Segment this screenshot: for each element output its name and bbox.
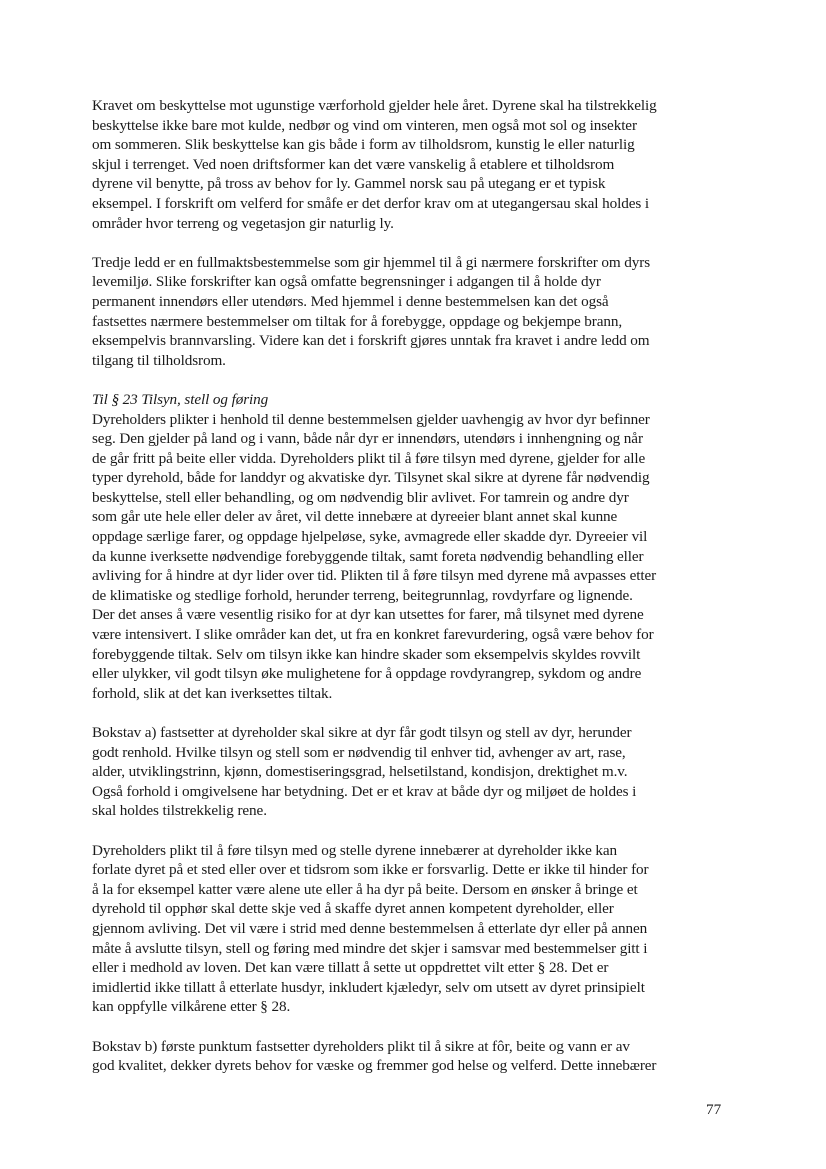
paragraph-bokstav-b xyxy=(92,1037,734,1076)
text-line: eksempelvis brannvarsling. Videre kan det i forskrift gjøres unntak fra kravet i andre ledd om xyxy=(92,332,650,350)
text-line: god kvalitet, dekker dyrets behov for væske og fremmer god helse og velferd. Dette innebærer xyxy=(92,1057,657,1075)
text-line: typer dyrehold, både for landdyr og akvatiske dyr. Tilsynet skal sikre at dyrene får nødvendig xyxy=(92,469,650,487)
text-line: seg. Den gjelder på land og i vann, både når dyr er innendørs, utendørs i innhengning og når xyxy=(92,430,643,448)
paragraph-third-section xyxy=(92,253,734,371)
text-line: å la for eksempel katter være alene ute eller å ha dyr på beite. Dersom en ønsker å bringe et xyxy=(92,880,638,898)
text-line: beskyttelse, stell eller behandling, og om nødvendig blir avlivet. For tamrein og andre dyr xyxy=(92,488,629,506)
document-page xyxy=(92,96,734,1095)
text-line: levemiljø. Slike forskrifter kan også omfatte begrensninger i adgangen til å holde dyr xyxy=(92,273,601,291)
paragraph-bokstav-a xyxy=(92,723,734,821)
text-line: eller i medhold av loven. Det kan være tillatt å sette ut oppdrettet vilt etter § 28. Det er xyxy=(92,959,609,977)
text-line: tilgang til tilholdsrom. xyxy=(92,351,226,369)
text-line: Dyreholders plikt til å føre tilsyn med og stelle dyrene innebærer at dyreholder ikke kan xyxy=(92,841,618,859)
text-line: oppdage særlige farer, og oppdage hjelpeløse, syke, avmagrede eller skadde dyr. Dyreeier vil xyxy=(92,528,648,546)
text-line: forhold, slik at det kan iverksettes tiltak. xyxy=(92,684,333,702)
text-line: forebyggende tiltak. Selv om tilsyn ikke kan hindre skader som eksempelvis skyldes rovvilt xyxy=(92,645,641,663)
paragraph-weather-protection xyxy=(92,96,734,233)
text-line: Kravet om beskyttelse mot ugunstige værforhold gjelder hele året. Dyrene skal ha tilstrekkelig xyxy=(92,97,657,114)
text-line: de går fritt på beite eller vidda. Dyreholders plikt til å føre tilsyn med dyrene, gjelder for alle xyxy=(92,449,646,467)
text-line: beskyttelse ikke bare mot kulde, nedbør og vind om vinteren, men også mot sol og insekter xyxy=(92,116,637,134)
text-line: være intensivert. I slike områder kan det, ut fra en konkret farevurdering, også være behov for xyxy=(92,626,654,644)
text-line: Bokstav b) første punktum fastsetter dyreholders plikt til å sikre at fôr, beite og vann er av xyxy=(92,1037,630,1055)
text-line: da kunne iverksette nødvendige forebyggende tiltak, samt foreta nødvendig behandling eller xyxy=(92,547,644,565)
text-line: Der det anses å være vesentlig risiko for at dyr kan utsettes for farer, må tilsynet med dyrene xyxy=(92,606,644,624)
text-line: forlate dyret på et sted eller over et tidsrom som ikke er forsvarlig. Dette er ikke til hinder for xyxy=(92,861,649,879)
text-line: eksempel. I forskrift om velferd for småfe er det derfor krav om at utegangersau skal holdes i xyxy=(92,194,649,212)
section-23 xyxy=(92,390,734,704)
text-line: fastsettes nærmere bestemmelser om tiltak for å forebygge, oppdage og bekjempe brann, xyxy=(92,312,623,330)
text-line: områder hvor terreng og vegetasjon gir naturlig ly. xyxy=(92,214,394,232)
text-line: avliving for å hindre at dyr lider over tid. Plikten til å føre tilsyn med dyrene må avpasses etter xyxy=(92,567,657,585)
text-line: Dyreholders plikter i henhold til denne bestemmelsen gjelder uavhengig av hvor dyr befinner xyxy=(92,410,650,428)
text-line: om sommeren. Slik beskyttelse kan gis både i form av tilholdsrom, kunstig le eller naturlig xyxy=(92,136,635,154)
text-line: skjul i terrenget. Ved noen driftsformer kan det være vanskelig å etablere et tilholdsrom xyxy=(92,155,615,173)
page-number: 77 xyxy=(706,1101,722,1118)
text-line: gjennom avliving. Det vil være i strid med denne bestemmelsen å etterlate dyr eller på annen xyxy=(92,919,648,937)
text-line: Bokstav a) fastsetter at dyreholder skal sikre at dyr får godt tilsyn og stell av dyr, herunder xyxy=(92,724,632,741)
paragraph-supervision-duty xyxy=(92,841,734,1017)
text-line: som går ute hele eller deler av året, vil dette innebære at dyreeier blant annet skal kunne xyxy=(92,508,618,526)
text-line: de klimatiske og stedlige forhold, herunder terreng, beitegrunnlag, rovdyrfare og lignende. xyxy=(92,586,633,604)
text-line: Også forhold i omgivelsene har betydning. Det er et krav at både dyr og miljøet de holdes i xyxy=(92,782,637,800)
text-line: permanent innendørs eller utendørs. Med hjemmel i denne bestemmelsen kan det også xyxy=(92,292,609,310)
text-line: måte å avslutte tilsyn, stell og føring med mindre det skjer i samsvar med bestemmelser gitt i xyxy=(92,939,648,957)
text-line: kan oppfylle vilkårene etter § 28. xyxy=(92,998,291,1016)
text-line: godt renhold. Hvilke tilsyn og stell som er nødvendig til enhver tid, avhenger av art, rase, xyxy=(92,743,626,761)
text-line: dyrene vil benytte, på tross av behov for ly. Gammel norsk sau på utegang er et typisk xyxy=(92,175,606,193)
text-line: eller ulykker, vil godt tilsyn øke mulighetene for å oppdage rovdyrangrep, sykdom og andre xyxy=(92,665,642,683)
text-line: dyrehold til opphør skal dette skje ved å skaffe dyret annen kompetent dyreholder, eller xyxy=(92,900,614,918)
text-line: Tredje ledd er en fullmaktsbestemmelse som gir hjemmel til å gi nærmere forskrifter om dyrs xyxy=(92,253,651,271)
text-line: skal holdes tilstrekkelig rene. xyxy=(92,802,267,820)
text-line: imidlertid ikke tillatt å etterlate husdyr, inkludert kjæledyr, selv om utsett av dyret prinsipielt xyxy=(92,978,645,996)
section-heading: Til § 23 Tilsyn, stell og føring xyxy=(92,390,269,408)
text-line: alder, utviklingstrinn, kjønn, domestiseringsgrad, helsetilstand, kondisjon, drektighet m.v. xyxy=(92,763,628,781)
